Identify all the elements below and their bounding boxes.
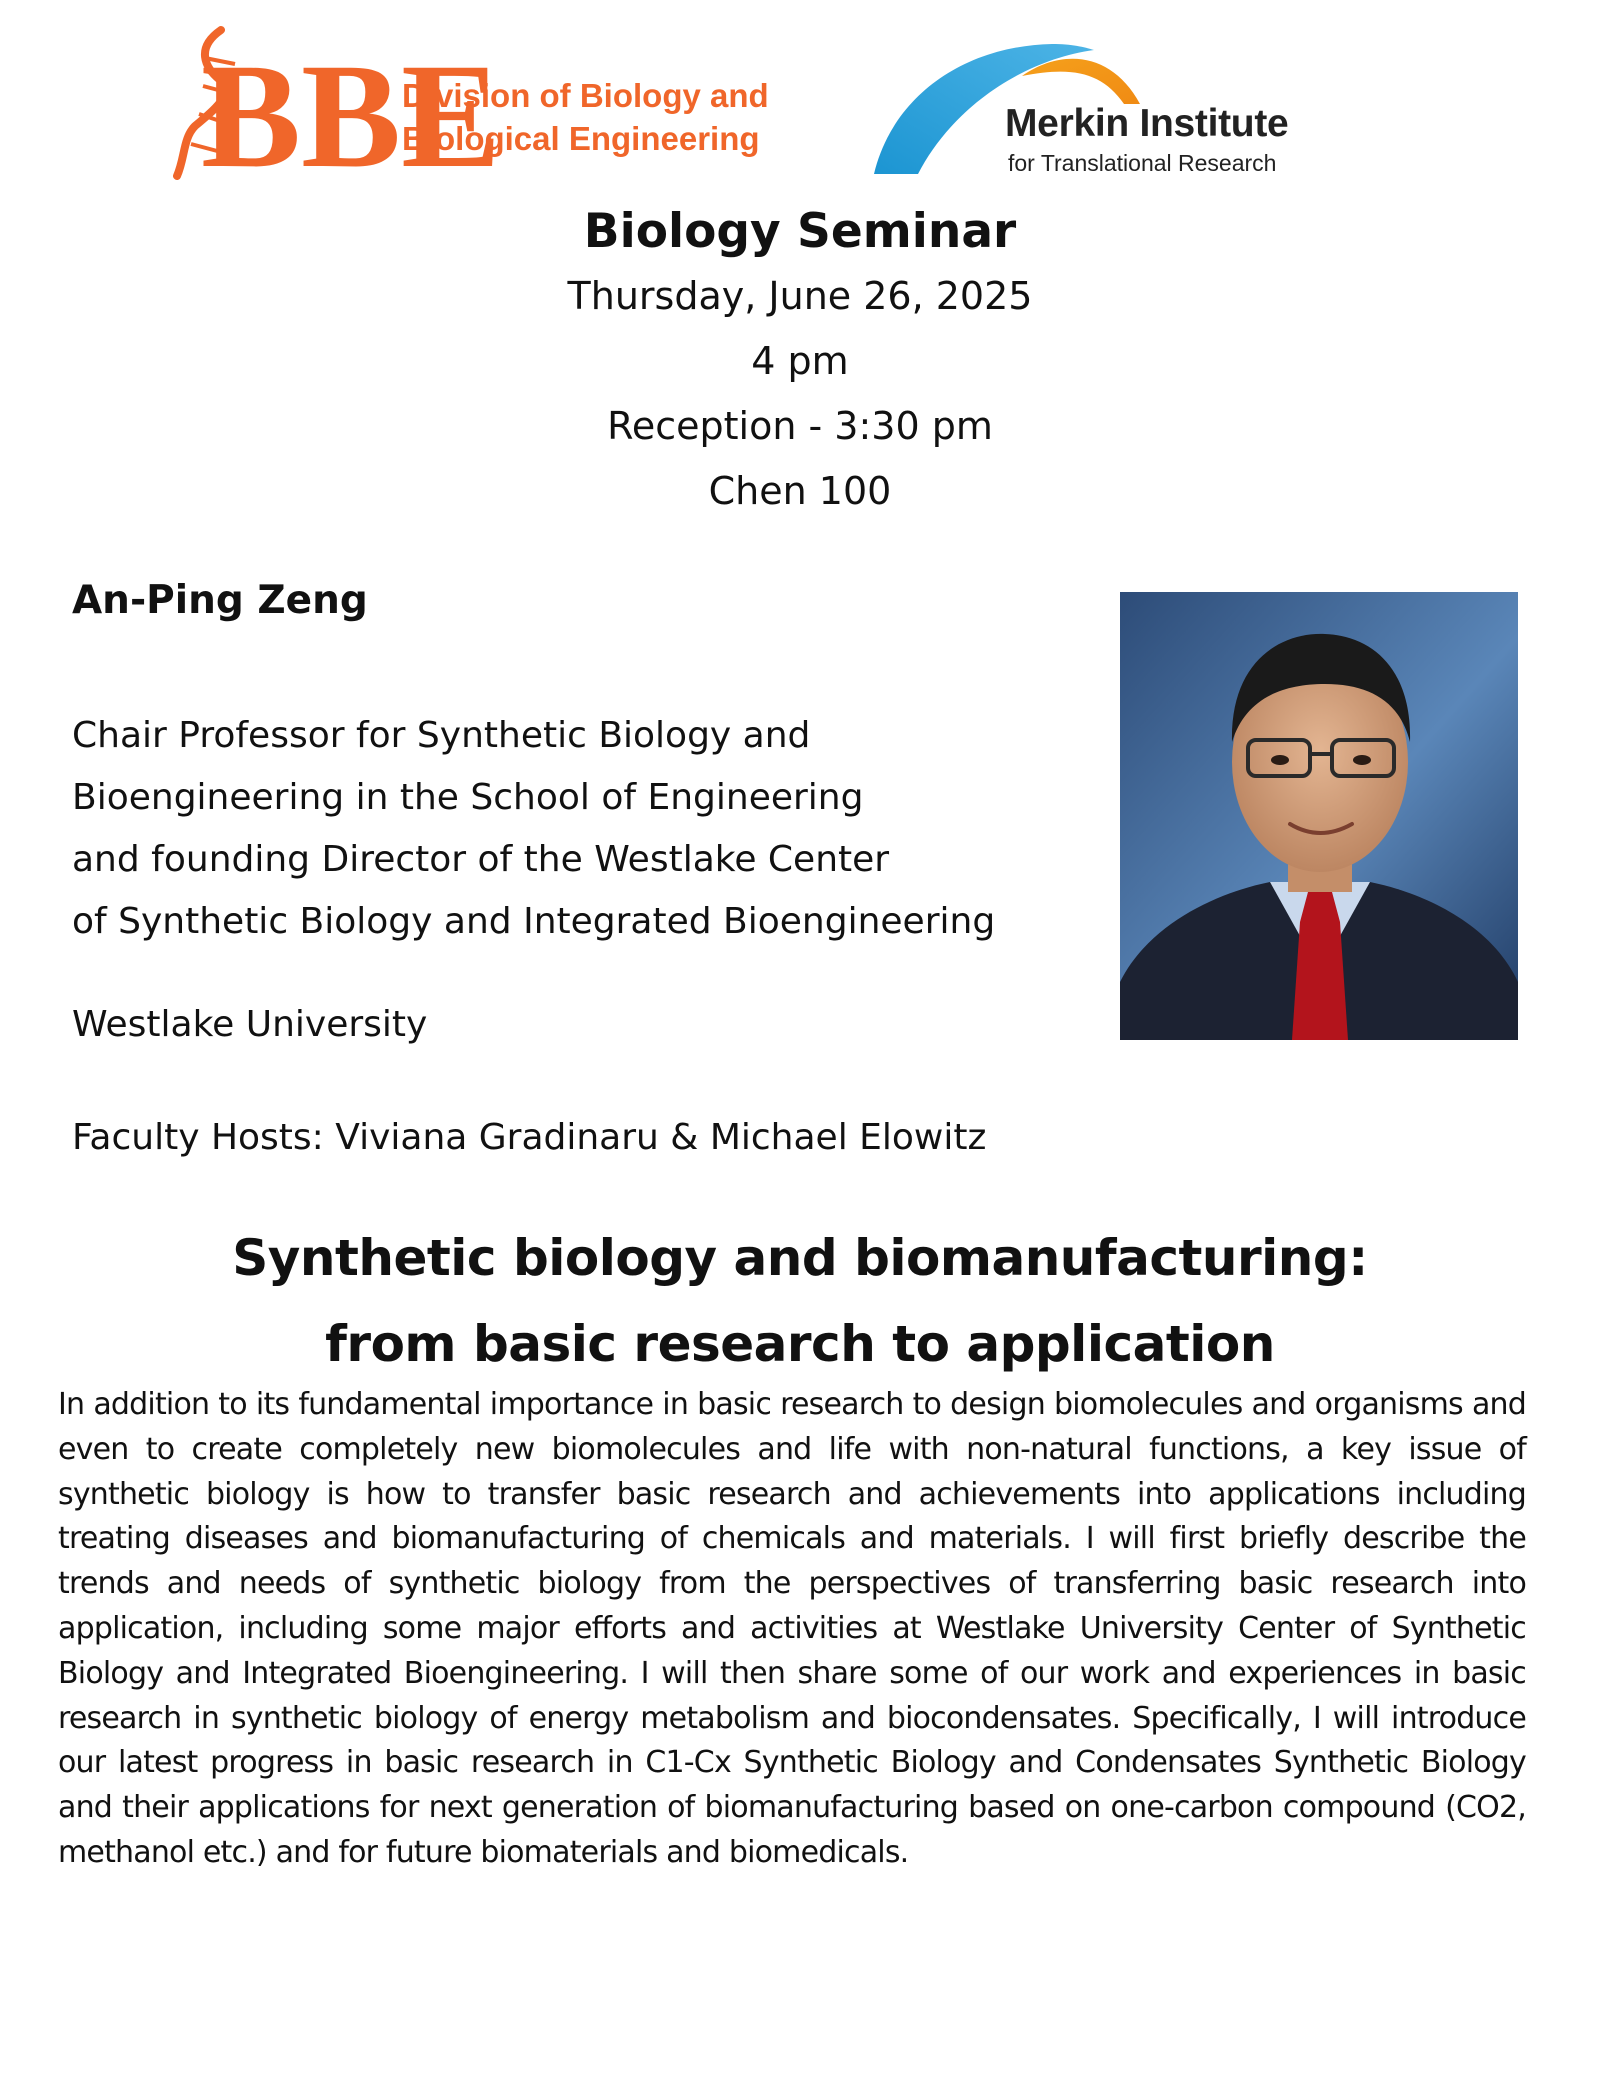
seminar-location: Chen 100 xyxy=(708,469,892,513)
speaker-title xyxy=(72,705,995,953)
bbe-division-name xyxy=(402,74,769,160)
merkin-institute-subtitle: for Translational Research xyxy=(1008,150,1277,176)
talk-title xyxy=(0,1215,1600,1387)
speaker-title-line: Chair Professor for Synthetic Biology and xyxy=(72,715,811,756)
seminar-title: Biology Seminar xyxy=(583,204,1017,259)
faculty-hosts: Faculty Hosts: Viviana Gradinaru & Michael Elowitz xyxy=(72,1117,987,1158)
talk-title-line-2: from basic research to application xyxy=(325,1315,1275,1373)
merkin-institute-name: Merkin Institute xyxy=(1005,102,1289,145)
seminar-time: 4 pm xyxy=(751,339,849,383)
speaker-title-line: Bioengineering in the School of Engineering xyxy=(72,777,864,818)
speaker-title-line: of Synthetic Biology and Integrated Bioengineering xyxy=(72,901,996,942)
speaker-affiliation: Westlake University xyxy=(72,1004,428,1045)
seminar-header xyxy=(0,200,1600,524)
speaker-portrait xyxy=(1120,592,1518,1040)
seminar-date: Thursday, June 26, 2025 xyxy=(567,274,1033,318)
seminar-reception: Reception - 3:30 pm xyxy=(607,404,993,448)
bbe-logo xyxy=(175,28,502,199)
speaker-name: An-Ping Zeng xyxy=(72,578,368,623)
talk-abstract: In addition to its fundamental importance in basic research to design biomolecules and organisms and even to create completely new biomolecules and life with non-natural functions, a key issue of synthetic biology is how to transfer basic research and achievements into applications including treating diseases and biomanufacturing of chemicals and materials. I will first briefly describe the trends and needs of synthetic biology from the perspectives of transferring basic research into application, including some major efforts and activities at Westlake University Center of Synthetic Biology and Integrated Bioengineering. I will then share some of our work and experiences in basic research in synthetic biology of energy metabolism and biocondensates. Specifically, I will introduce our latest progress in basic research in C1-Cx Synthetic Biology and Condensates Synthetic Biology and their applications for next generation of biomanufacturing based on one-carbon compound (CO2, methanol etc.) and for future biomaterials and biomedicals. xyxy=(58,1387,1526,1870)
bbe-mark-text: BBE xyxy=(201,33,502,199)
bbe-line-1: Division of Biology and xyxy=(402,77,769,114)
bbe-line-2: Biological Engineering xyxy=(402,120,760,157)
talk-title-line-1: Synthetic biology and biomanufacturing: xyxy=(232,1229,1368,1287)
speaker-title-line: and founding Director of the Westlake Center xyxy=(72,839,890,880)
